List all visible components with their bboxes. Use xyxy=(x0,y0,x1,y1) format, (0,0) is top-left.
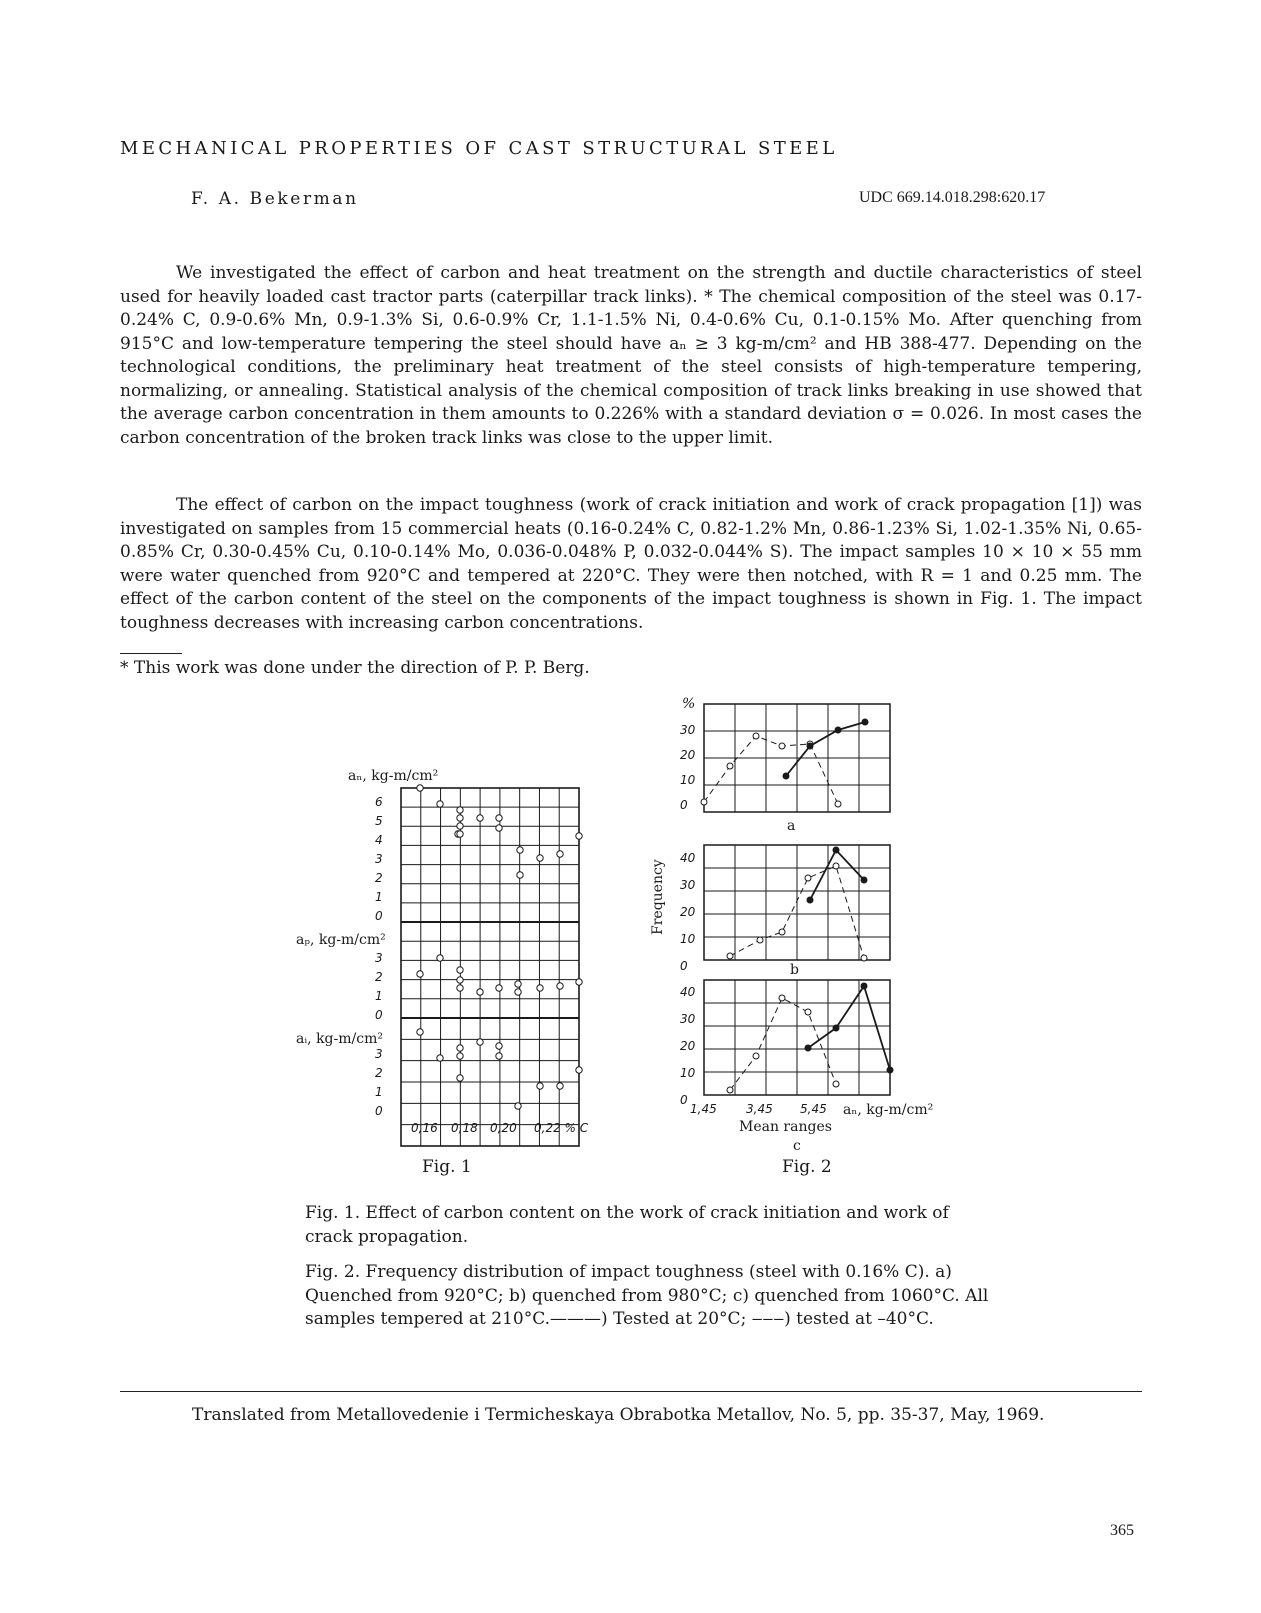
fig1-y-tick: 4 xyxy=(375,833,383,847)
fig1-data-point xyxy=(437,1055,443,1061)
fig1-y-tick: 2 xyxy=(375,970,383,984)
fig1-y-tick: 0 xyxy=(375,1008,383,1022)
fig2-sub-a: a xyxy=(787,818,796,834)
fig2-y-tick: 30 xyxy=(680,878,696,892)
fig1-y-tick: 1 xyxy=(375,890,383,904)
fig2a-solid-series-point xyxy=(783,773,789,779)
fig1-y-tick: 1 xyxy=(375,989,383,1003)
fig2c-solid-series-point xyxy=(833,1025,839,1031)
fig2a-dashed-series-point xyxy=(835,801,841,807)
fig2-x-tick: 3,45 xyxy=(746,1102,773,1116)
author-name: F. A. Bekerman xyxy=(191,189,359,209)
fig1-data-point xyxy=(576,1067,582,1073)
fig1-data-point xyxy=(496,1043,502,1049)
fig1-y-tick: 1 xyxy=(375,1085,383,1099)
fig1-data-point xyxy=(457,1053,463,1059)
fig1-data-point xyxy=(517,872,523,878)
fig2c-dashed-series-point xyxy=(779,995,785,1001)
fig1-data-point xyxy=(537,855,543,861)
fig1-data-point xyxy=(557,983,563,989)
fig1-data-point xyxy=(457,985,463,991)
fig1-data-point xyxy=(515,981,521,987)
fig2-x-tick: 1,45 xyxy=(690,1102,717,1116)
fig1-data-point xyxy=(557,1083,563,1089)
fig2c-solid-series-point xyxy=(887,1067,893,1073)
fig1-data-point xyxy=(457,807,463,813)
fig1-data-point xyxy=(537,1083,543,1089)
udc-code: UDC 669.14.018.298:620.17 xyxy=(859,189,1046,206)
fig2-y-tick: 30 xyxy=(680,723,696,737)
fig2a-dashed-series-point xyxy=(779,743,785,749)
fig2c-dashed-series-point xyxy=(805,1009,811,1015)
fig1-ap-ylabel: aₚ, kg-m/cm² xyxy=(296,932,386,948)
fig2c-dashed-series-point xyxy=(833,1081,839,1087)
fig1-data-point xyxy=(496,815,502,821)
fig1-y-tick: 6 xyxy=(375,795,383,809)
page-number: 365 xyxy=(1110,1522,1134,1539)
fig1-data-point xyxy=(557,851,563,857)
fig2c-dashed-series-point xyxy=(753,1053,759,1059)
fig2-xlabel: Mean ranges xyxy=(739,1119,832,1135)
fig1-x-tick: 0,20 xyxy=(490,1121,517,1135)
fig1-y-tick: 0 xyxy=(375,909,383,923)
fig1-x-tick: 0,16 xyxy=(411,1121,438,1135)
fig2-y-tick: 10 xyxy=(680,773,696,787)
fig2b-dashed-series-point xyxy=(779,929,785,935)
figure-2 xyxy=(640,690,970,1154)
paragraph-2: The effect of carbon on the impact toughness (work of crack initiation and work of crack propagation [1]) was investigated on samples from 15 commercial heats (0.16-0.24% C, 0.82-1.2% Mn, 0.86-1.23% Si, 1.02-1.35% Ni, 0.65-0.85% Cr, 0.30-0.45% Cu, 0.10-0.14% Mo, 0.036-0.048% P, 0.032-0.044% S). The impact samples 10 × 10 × 55 mm were water quenched from 920°C and tempered at 220°C. They were then notched, with R = 1 and 0.25 mm. The effect of the carbon content of the steel on the components of the impact toughness is shown in Fig. 1. The impact toughness decreases with increasing carbon concentrations. xyxy=(120,495,1142,633)
fig1-y-tick: 5 xyxy=(375,814,383,828)
paper-title: MECHANICAL PROPERTIES OF CAST STRUCTURAL STEEL xyxy=(120,138,838,159)
translation-note: Translated from Metallovedenie i Termicheskaya Obrabotka Metallov, No. 5, pp. 35-37, May, 1969. xyxy=(192,1405,1045,1425)
fig2a-solid-series-point xyxy=(835,727,841,733)
fig2-y-tick: 30 xyxy=(680,1012,696,1026)
fig2-y-tick: 40 xyxy=(680,985,696,999)
fig1-data-point xyxy=(417,971,423,977)
fig2-sub-b: b xyxy=(790,962,799,978)
caption-fig1: Fig. 1. Effect of carbon content on the work of crack initiation and work of crack propagation. xyxy=(305,1203,949,1247)
fig2-y-tick: 20 xyxy=(680,748,696,762)
fig2-x-tick: 5,45 xyxy=(800,1102,827,1116)
fig1-data-point xyxy=(437,801,443,807)
fig1-data-point xyxy=(515,989,521,995)
fig1-data-point xyxy=(496,825,502,831)
fig2b-dashed-series-point xyxy=(805,875,811,881)
fig1-data-point xyxy=(457,831,463,837)
fig1-data-point xyxy=(477,1039,483,1045)
fig2b-dashed-series-point xyxy=(833,863,839,869)
fig1-data-point xyxy=(496,1053,502,1059)
fig1-data-point xyxy=(477,815,483,821)
fig1-data-point xyxy=(457,1045,463,1051)
paragraph-1: We investigated the effect of carbon and heat treatment on the strength and ductile characteristics of steel used for heavily loaded cast tractor parts (caterpillar track links). * The chemical composition of the steel was 0.17-0.24% C, 0.9-0.6% Mn, 0.9-1.3% Si, 0.6-0.9% Cr, 1.1-1.5% Ni, 0.4-0.6% Cu, 0.1-0.15% Mo. After quenching from 915°C and low-temperature tempering the steel should have aₙ ≥ 3 kg-m/cm² and HB 388-477. Depending on the technological conditions, the preliminary heat treatment of the steel consists of high-temperature tempering, normalizing, or annealing. Statistical analysis of the chemical composition of track links breaking in use showed that the average carbon concentration in them amounts to 0.226% with a standard deviation σ = 0.026. In most cases the carbon concentration of the broken track links was close to the upper limit. xyxy=(120,263,1142,448)
fig2b-solid-series-point xyxy=(861,877,867,883)
fig2a-dashed-series-point xyxy=(753,733,759,739)
fig1-y-tick: 2 xyxy=(375,1066,383,1080)
fig2b-solid-series-point xyxy=(833,847,839,853)
fig2a-dashed-series xyxy=(704,736,838,804)
fig1-data-point xyxy=(457,977,463,983)
fig1-data-point xyxy=(477,989,483,995)
fig2b-dashed-series-point xyxy=(861,955,867,961)
fig1-data-point xyxy=(517,847,523,853)
fig2c-dashed-series xyxy=(730,998,836,1090)
fig2-y-tick: 0 xyxy=(680,959,688,973)
fig2a-solid-series-point xyxy=(862,719,868,725)
footer-rule xyxy=(120,1391,1142,1392)
fig2b-solid-series-point xyxy=(807,897,813,903)
fig1-data-point xyxy=(417,1029,423,1035)
fig1-ai-ylabel: aᵢ, kg-m/cm² xyxy=(296,1031,383,1047)
fig1-data-point xyxy=(576,979,582,985)
figure-1 xyxy=(280,760,600,1140)
fig1-x-tick: 0,22 % C xyxy=(534,1121,589,1135)
fig1-x-tick: 0,18 xyxy=(451,1121,478,1135)
fig1-data-point xyxy=(515,1103,521,1109)
fig1-data-point xyxy=(496,985,502,991)
fig1-y-tick: 3 xyxy=(375,951,383,965)
fig1-y-tick: 3 xyxy=(375,852,383,866)
fig1-y-tick: 0 xyxy=(375,1104,383,1118)
fig2b-solid-series xyxy=(810,850,864,900)
fig2a-dashed-series-point xyxy=(701,799,707,805)
fig2c-solid-series xyxy=(808,986,890,1070)
fig2c-solid-series-point xyxy=(861,983,867,989)
fig2c-solid-series-point xyxy=(805,1045,811,1051)
fig2-frequency-label: Frequency xyxy=(650,859,666,935)
fig1-y-tick: 3 xyxy=(375,1047,383,1061)
fig2-y-tick: 20 xyxy=(680,1039,696,1053)
fig2a-dashed-series-point xyxy=(727,763,733,769)
footnote: * This work was done under the direction of P. P. Berg. xyxy=(120,658,590,678)
fig2-y-tick: 0 xyxy=(680,798,688,812)
fig2-y-tick: 0 xyxy=(680,1093,688,1107)
footnote-rule xyxy=(120,653,182,654)
fig2-sub-c: c xyxy=(793,1138,801,1154)
fig2-y-tick: 10 xyxy=(680,932,696,946)
fig1-data-point xyxy=(537,985,543,991)
fig1-data-point xyxy=(457,815,463,821)
fig1-data-point xyxy=(457,1075,463,1081)
fig1-data-point xyxy=(576,833,582,839)
fig1-data-point xyxy=(437,955,443,961)
fig2b-dashed-series-point xyxy=(757,937,763,943)
fig2-y-tick: 20 xyxy=(680,905,696,919)
fig1-grid xyxy=(401,788,579,1146)
caption-fig2: Fig. 2. Frequency distribution of impact toughness (steel with 0.16% C). a) Quenched from 920°C; b) quenched from 980°C; c) quenched from 1060°C. All samples tempered at 210°C.———) Tested at 20°C; ‒‒‒) tested at –40°C. xyxy=(305,1262,989,1329)
fig1-an-ylabel: aₙ, kg-m/cm² xyxy=(348,768,439,784)
fig2-label: Fig. 2 xyxy=(782,1157,832,1177)
fig2a-solid-series xyxy=(786,722,865,776)
fig2a-solid-series-point xyxy=(807,743,813,749)
fig2-x-unit: aₙ, kg-m/cm² xyxy=(843,1102,934,1118)
fig1-data-point xyxy=(457,967,463,973)
fig2-percent-label: % xyxy=(682,696,696,712)
fig1-y-tick: 2 xyxy=(375,871,383,885)
fig2-y-tick: 10 xyxy=(680,1066,696,1080)
fig1-data-point xyxy=(457,823,463,829)
fig2c-dashed-series-point xyxy=(727,1087,733,1093)
fig2b-dashed-series-point xyxy=(727,953,733,959)
fig1-data-point xyxy=(417,785,423,791)
fig1-label: Fig. 1 xyxy=(422,1157,472,1177)
fig2-y-tick: 40 xyxy=(680,851,696,865)
